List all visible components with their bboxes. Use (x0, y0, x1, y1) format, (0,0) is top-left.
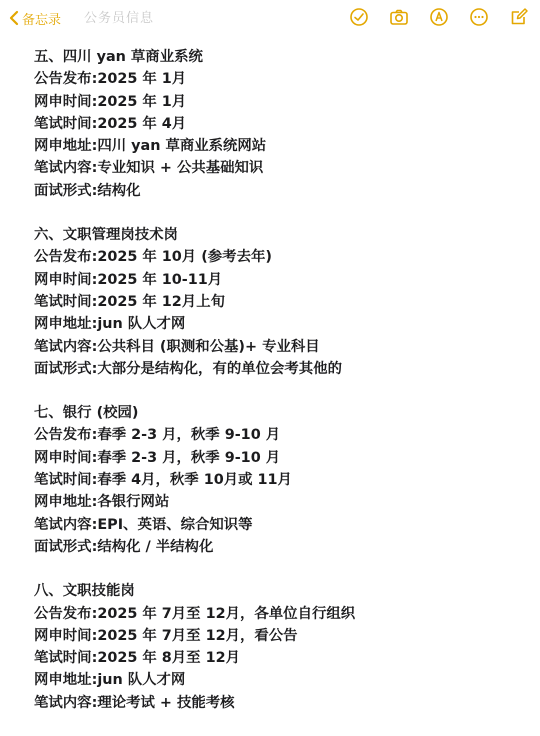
checklist-button[interactable] (348, 6, 370, 28)
section-heading: 八、文职技能岗 (34, 583, 135, 600)
note-line: 网申时间:2025 年 10-11月 (34, 271, 223, 288)
note-line: 笔试时间:2025 年 8月至 12月 (34, 650, 241, 667)
note-line: 网申地址:四川 yan 草商业系统网站 (34, 138, 267, 155)
note-line: 网申地址:各银行网站 (34, 494, 170, 511)
note-section (34, 46, 524, 202)
note-line: 公告发布:2025 年 10月 (参考去年) (34, 249, 272, 266)
back-button-label: 备忘录 (22, 12, 62, 28)
back-button[interactable] (8, 8, 61, 28)
note-line: 公告发布:2025 年 7月至 12月，各单位自行组织 (34, 605, 356, 622)
note-line: 网申地址:jun 队人才网 (34, 672, 186, 689)
note-line: 网申时间:2025 年 7月至 12月，看公告 (34, 627, 298, 644)
markup-button[interactable] (428, 6, 450, 28)
chevron-left-icon (8, 10, 20, 26)
compose-icon (509, 7, 529, 27)
faint-title: 公务员信息 (84, 11, 155, 26)
more-ellipsis-icon (469, 7, 489, 27)
note-line: 面试形式:结构化 (34, 182, 141, 199)
note-body[interactable] (34, 46, 524, 736)
note-line: 笔试时间:2025 年 12月上旬 (34, 293, 225, 310)
section-heading: 六、文职管理岗技术岗 (34, 227, 178, 244)
note-line: 网申时间:2025 年 1月 (34, 93, 187, 110)
note-line: 笔试时间:2025 年 4月 (34, 115, 187, 132)
compose-button[interactable] (508, 6, 530, 28)
note-section (34, 580, 524, 714)
note-line: 面试形式:大部分是结构化，有的单位会考其他的 (34, 360, 342, 377)
note-section (34, 224, 524, 380)
note-line: 笔试内容:公共科目 (职测和公基)+ 专业科目 (34, 338, 320, 355)
note-section (34, 402, 524, 558)
note-line: 笔试时间:春季 4月，秋季 10月或 11月 (34, 472, 292, 489)
markup-pen-icon (429, 7, 449, 27)
note-line: 笔试内容:EPI、英语、综合知识等 (34, 516, 253, 533)
more-button[interactable] (468, 6, 490, 28)
section-heading: 五、四川 yan 草商业系统 (34, 49, 203, 65)
camera-button[interactable] (388, 6, 410, 28)
section-heading: 七、银行 (校园) (34, 405, 139, 422)
note-line: 公告发布:2025 年 1月 (34, 71, 187, 88)
note-line: 网申时间:春季 2-3 月，秋季 9-10 月 (34, 449, 281, 466)
checkmark-circle-icon (349, 7, 369, 27)
note-line: 笔试内容:专业知识 + 公共基础知识 (34, 160, 264, 177)
camera-icon (389, 7, 409, 27)
note-line: 笔试内容:理论考试 + 技能考核 (34, 694, 235, 711)
note-line: 公告发布:春季 2-3 月，秋季 9-10 月 (34, 427, 281, 444)
note-line: 面试形式:结构化 / 半结构化 (34, 538, 214, 555)
navigation-bar (0, 0, 540, 34)
toolbar (348, 6, 530, 28)
note-line: 网申地址:jun 队人才网 (34, 316, 186, 333)
